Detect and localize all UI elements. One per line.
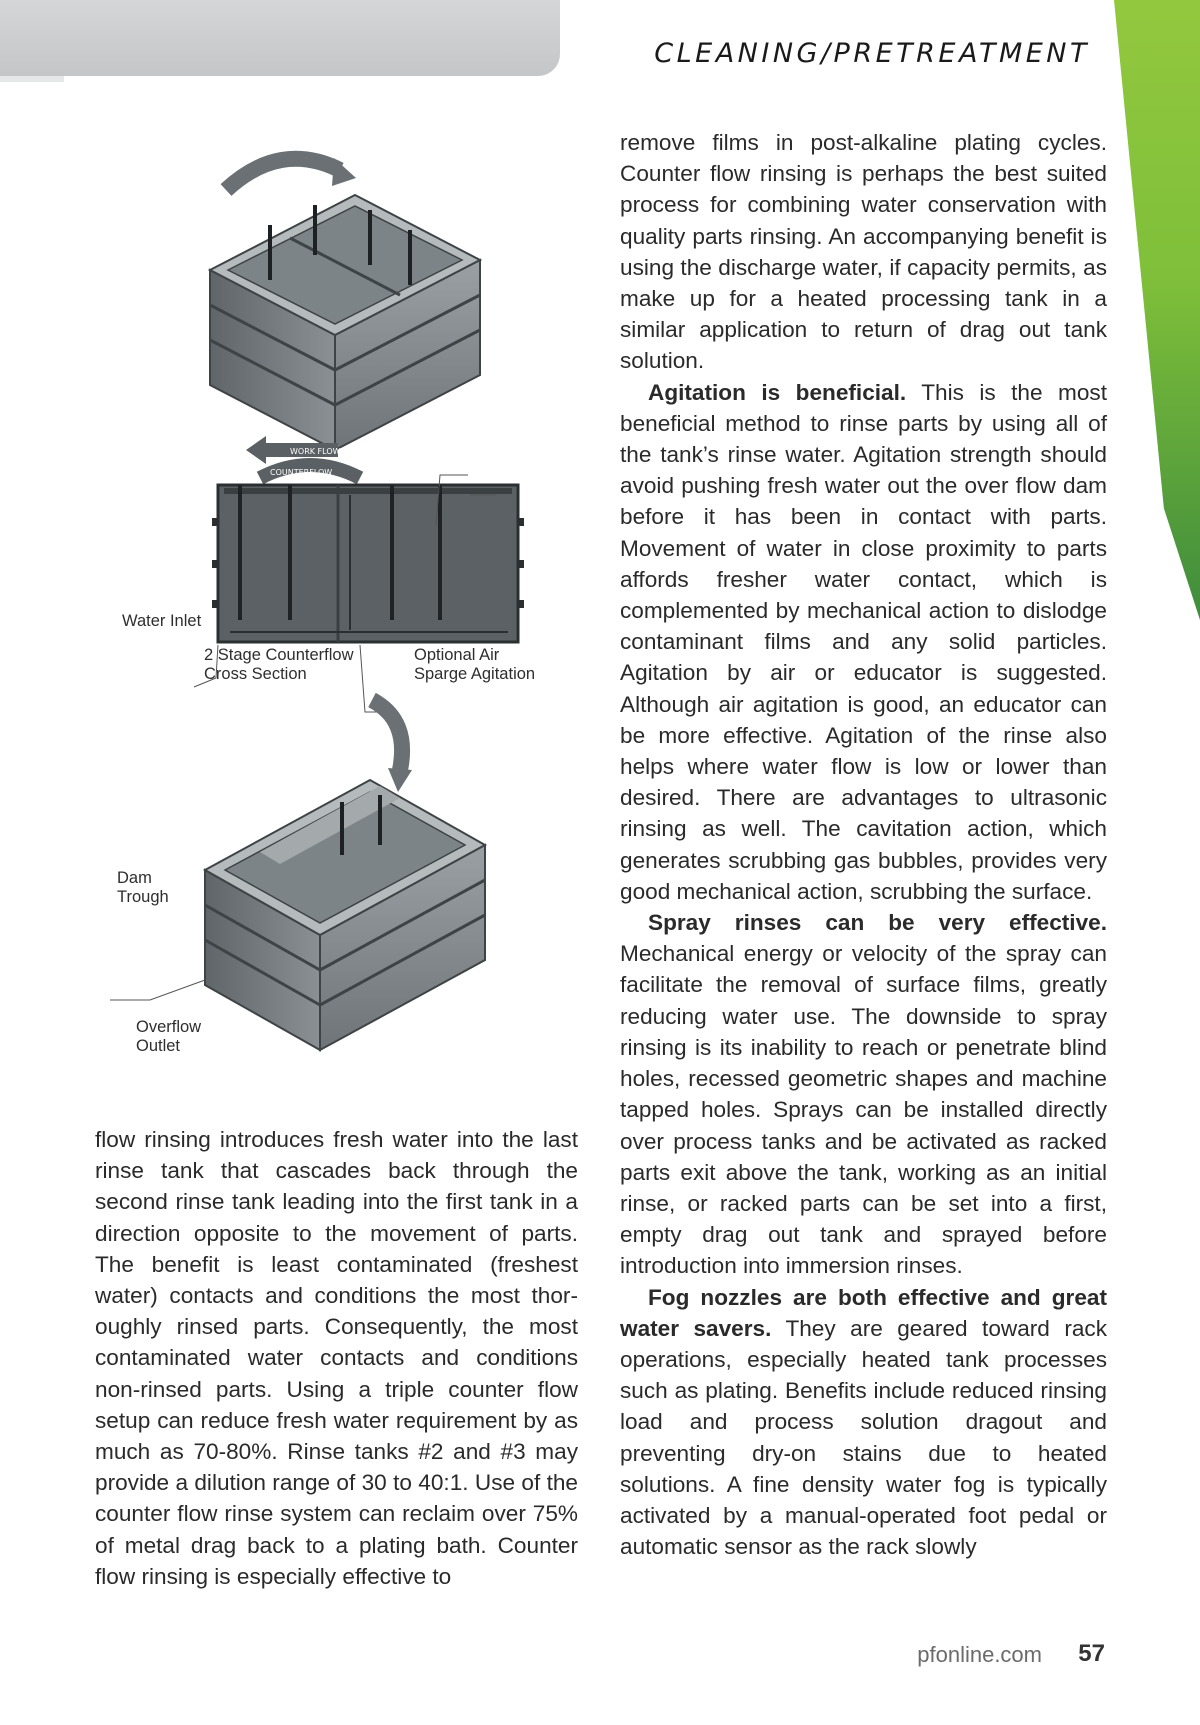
section-title: CLEANING/PRETREATMENT	[654, 38, 1090, 69]
page-number: 57	[1078, 1640, 1105, 1667]
label-cross-section-2: Cross Section	[204, 665, 307, 683]
paragraph-3-body: Mechanical energy or velocity of the spray can facilitate the removal of surface films, greatly reducing water use. The downside to spray rinsing is its inability to reach or penetrate blind holes, recessed geometric shapes and machine tapped holes. Sprays can be installed directly over process tanks and be activated as racked parts exit above the tank, working as an initial rinse, or racked parts can be set into a first, empty drag out tank and sprayed before introduction into immersion rinses.	[620, 941, 1107, 1279]
label-overflow: Overflow	[136, 1018, 202, 1036]
label-water-inlet: Water Inlet	[122, 612, 202, 630]
label-dam: Dam	[117, 869, 152, 887]
counterflow-arrow-bottom	[372, 700, 402, 770]
left-paragraph-1: flow rinsing introduces fresh water into the last rinse tank that cascades back through the second rinse tank leading into the first tank in a direction opposite to the movement of parts. The benefit is least contaminated (freshest water) contacts and conditions the most thoroughly rinsed parts. Consequently, the most contaminated water contacts and conditions non-rinsed parts. Using a triple counter flow setup can reduce fresh water requirement by as much as 70-80%. Rinse tanks #2 and #3 may provide a dilution range of 30 to 40:1. Use of the counter flow rinse system can reclaim over 75% of metal drag back to a plating bath. Counter flow rinsing is especially effective to	[95, 1127, 578, 1589]
label-air-sparge-1: Optional Air	[414, 646, 500, 664]
footer-site: pfonline.com	[917, 1642, 1042, 1667]
right-paragraph-4	[620, 1282, 1107, 1563]
label-trough: Trough	[117, 888, 169, 906]
counterflow-tank-figure	[110, 130, 580, 1070]
left-column	[95, 1124, 578, 1592]
label-air-sparge-2: Sparge Agitation	[414, 665, 536, 683]
tank-illustrations	[110, 130, 580, 1070]
work-flow-arrow-text: WORK FLOW	[290, 447, 341, 456]
paragraph-3-heading: Spray rinses can be very effective.	[648, 910, 1107, 936]
right-paragraph-3	[620, 907, 1107, 1281]
paragraph-4-heading: Fog nozzles are both effective and great water savers.	[620, 1284, 1107, 1341]
paragraph-2-body: This is the most beneficial method to rinse parts by using all of the tank’s rinse water. Agitation strength should avoid pushing fresh water out the over flow dam before it has been in contact with parts. Movement of water in close proximity to parts affords fresher water contact, which is complemented by mechanical action to dislodge contaminant films and any solid particles. Agitation by air or educator is suggested. Although air agitation is good, an educator can be more effective. Agitation of the rinse also helps where water flow is low or lower than desired. There are advantages to ultrasonic rinsing as well. The cavitation action, which generates scrubbing gas bubbles, provides very good mechanical action, scrubbing the surface.	[620, 379, 1107, 904]
counterflow-arrow-top	[226, 159, 340, 190]
label-outlet: Outlet	[136, 1037, 181, 1055]
top-tank-isometric	[210, 158, 480, 450]
paragraph-2-heading: Agitation is beneficial.	[648, 379, 907, 405]
right-paragraph-1: remove films in post-alkaline plating cycles. Counter flow rinsing is perhaps the best suited process for combining water conservation with quality parts rinsing. An accompanying benefit is using the discharge water, if capacity permits, as make up for a heated processing tank in a similar application to return of drag out tank solution.	[620, 130, 1107, 374]
paragraph-4-body: They are geared toward rack operations, especially heated tank processes such as plating. Benefits include reduced rinsing load and process solution dragout and preventing dry-on stains due to heated solutions. A fine density water fog is typically activated by a manual-operated foot pedal or automatic sensor as the rack slowly	[620, 1315, 1108, 1560]
right-column	[620, 127, 1107, 1562]
green-accent-bar	[1114, 0, 1200, 620]
bottom-tank-isometric	[110, 700, 485, 1050]
label-cross-section-1: 2 Stage Counterflow	[204, 646, 354, 664]
right-paragraph-2	[620, 377, 1107, 907]
counterflow-arrow-text: COUNTERFLOW	[270, 468, 333, 477]
header-band	[0, 0, 560, 76]
header-band-tab	[0, 76, 64, 82]
